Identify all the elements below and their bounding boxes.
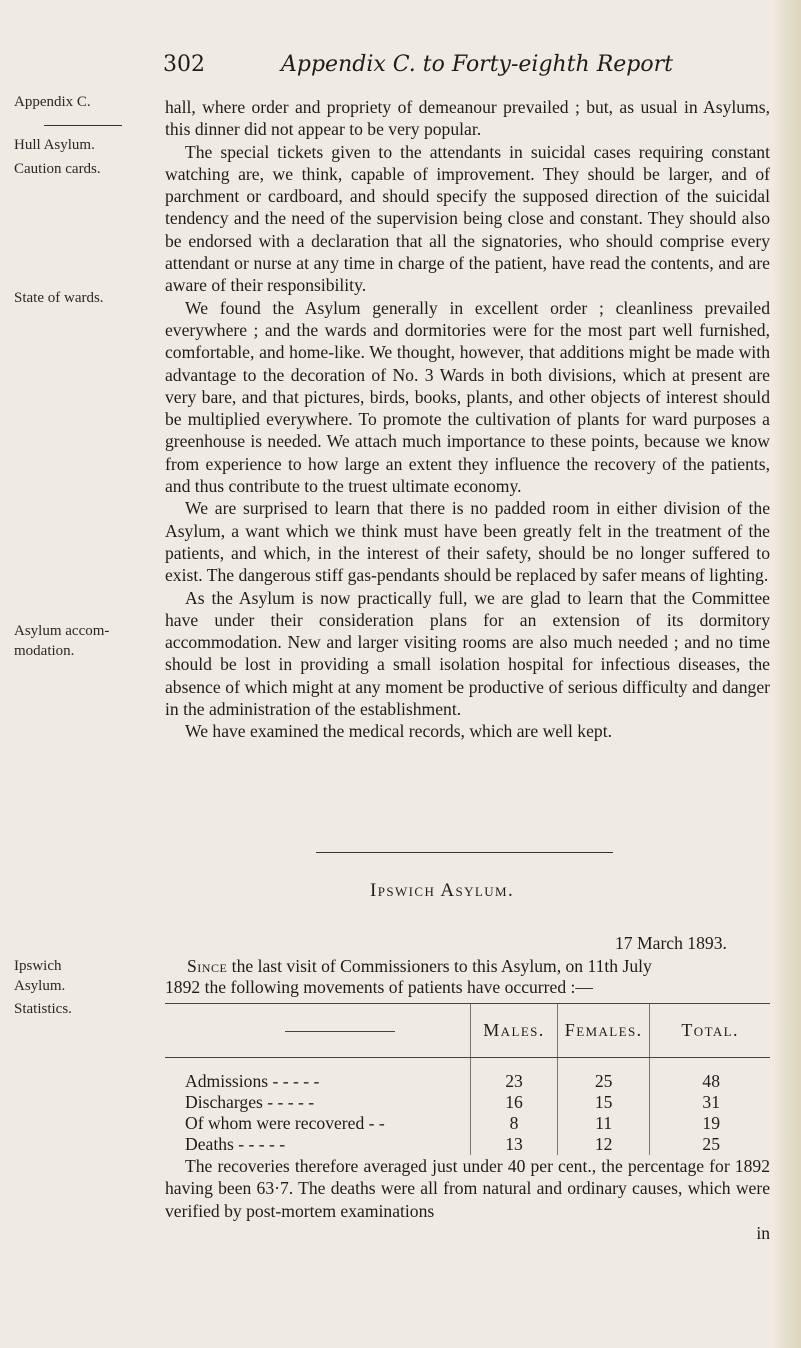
table-row xyxy=(165,1134,770,1155)
closing-paragraph xyxy=(165,1155,770,1244)
row-label: Discharges - - - - - xyxy=(185,1092,315,1112)
cell-total: 48 xyxy=(650,1071,770,1092)
closing-last-word: in xyxy=(756,1222,770,1243)
cell-total: 31 xyxy=(650,1092,770,1113)
cell-males: 16 xyxy=(470,1092,557,1113)
cell-males: 23 xyxy=(470,1071,557,1092)
row-label: Deaths - - - - - xyxy=(185,1134,286,1154)
table-spacer-row xyxy=(165,1058,770,1072)
intro-rest: the last visit of Commissioners to this Asylum, on 11th July xyxy=(227,956,652,976)
header-blank xyxy=(165,1004,470,1058)
margin-note-state-of-wards: State of wards. xyxy=(14,290,104,306)
table-row xyxy=(165,1113,770,1134)
paragraph-hall: hall, where order and propriety of demeanour prevailed ; but, as usual in Asylums, this dinner did not appear to be very popular. xyxy=(165,97,770,140)
margin-note-statistics: Statistics. xyxy=(14,1001,72,1017)
cell-females: 12 xyxy=(557,1134,649,1155)
page-edge xyxy=(773,0,801,1348)
running-header xyxy=(163,48,763,82)
margin-rule xyxy=(44,125,122,126)
cell-females: 11 xyxy=(557,1113,649,1134)
margin-note-hull: Hull Asylum. xyxy=(14,137,95,153)
header-males: Males. xyxy=(470,1004,557,1058)
cell-total: 19 xyxy=(650,1113,770,1134)
intro-lead: Since xyxy=(187,956,228,976)
cell-total: 25 xyxy=(650,1134,770,1155)
closing-text: The recoveries therefore averaged just under 40 per cent., the percentage for 1892 having been 63·7. The deaths were all from natural and ordinary causes, which were verified by post-mortem examinations xyxy=(165,1156,770,1221)
paragraph-medical-records: We have examined the medical records, which are well kept. xyxy=(185,721,613,742)
paragraph-special-tickets: The special tickets given to the attendants in suicidal cases requiring constant watching are, we think, capable of improvement. They should be larger, and of parchment or cardboard, and should specify the supposed direction of the suicidal tendency and the need of the supervision being close and constant. They should also be endorsed with a declaration that all the signatories, who should comprise every attendant or nurse at any time in charge of the patient, have read the contents, and are aware of their responsibility. xyxy=(165,141,770,296)
paragraph-padded-room: We are surprised to learn that there is no padded room in either division of the Asylum, a want which we think must have been greatly felt in the treatment of the patients, and which, in the interest of their safety, should be no longer suffered to exist. The dangerous stiff gas-pendants should be replaced by safer means of lighting. xyxy=(165,498,770,586)
row-label: Of whom were recovered - - xyxy=(185,1113,385,1133)
section-divider xyxy=(316,852,613,853)
margin-note-caution-cards: Caution cards. xyxy=(14,161,101,177)
margin-note-ipswich-1: Ipswich xyxy=(14,958,62,974)
section-title-ipswich: Ipswich Asylum. xyxy=(370,880,515,901)
main-text xyxy=(165,96,770,743)
table-row xyxy=(165,1092,770,1113)
table-row xyxy=(165,1071,770,1092)
margin-note-appendix: Appendix C. xyxy=(14,94,91,110)
cell-females: 15 xyxy=(557,1092,649,1113)
cell-males: 8 xyxy=(470,1113,557,1134)
cell-females: 25 xyxy=(557,1071,649,1092)
paragraph-accommodation: As the Asylum is now practically full, we are glad to learn that the Committee have under their consideration plans for an extension of its dormitory accommodation. New and larger visiting rooms are also much needed ; and no time should be lost in providing a small isolation hospital for infectious diseases, the absence of which might at any moment be productive of serious difficulty and danger in the administration of the establishment. xyxy=(165,587,770,720)
running-title: Appendix C. to Forty-eighth Report xyxy=(281,52,673,77)
patient-movements-table xyxy=(165,1003,770,1155)
margin-note-accommodation-2: modation. xyxy=(14,643,75,659)
cell-males: 13 xyxy=(470,1134,557,1155)
header-females: Females. xyxy=(557,1004,649,1058)
visit-date: 17 March 1893. xyxy=(615,933,727,953)
margin-note-ipswich-2: Asylum. xyxy=(14,978,66,994)
paragraph-state-of-wards: We found the Asylum generally in excellent order ; cleanliness prevailed everywhere ; and the wards and dormitories were for the most part well furnished, comfortable, and home-like. We thought, however, that additions might be made with advantage to the decoration of No. 3 Wards in both divisions, which at present are very bare, and that pictures, birds, books, plants, and other objects of interest should be multiplied everywhere. To promote the cultivation of plants for ward purposes a greenhouse is needed. We attach much importance to these points, because we know from experience to how large an extent they influence the recovery of the patients, and thus contribute to the truest ultimate economy. xyxy=(165,297,770,497)
ipswich-intro-line-2: 1892 the following movements of patients have occurred :— xyxy=(165,977,594,997)
page-number: 302 xyxy=(163,52,205,77)
margin-note-accommodation-1: Asylum accom- xyxy=(14,623,110,639)
table-header-row xyxy=(165,1004,770,1058)
header-total: Total. xyxy=(650,1004,770,1058)
row-label: Admissions - - - - - xyxy=(185,1071,320,1091)
ipswich-intro-line-1 xyxy=(187,955,770,977)
